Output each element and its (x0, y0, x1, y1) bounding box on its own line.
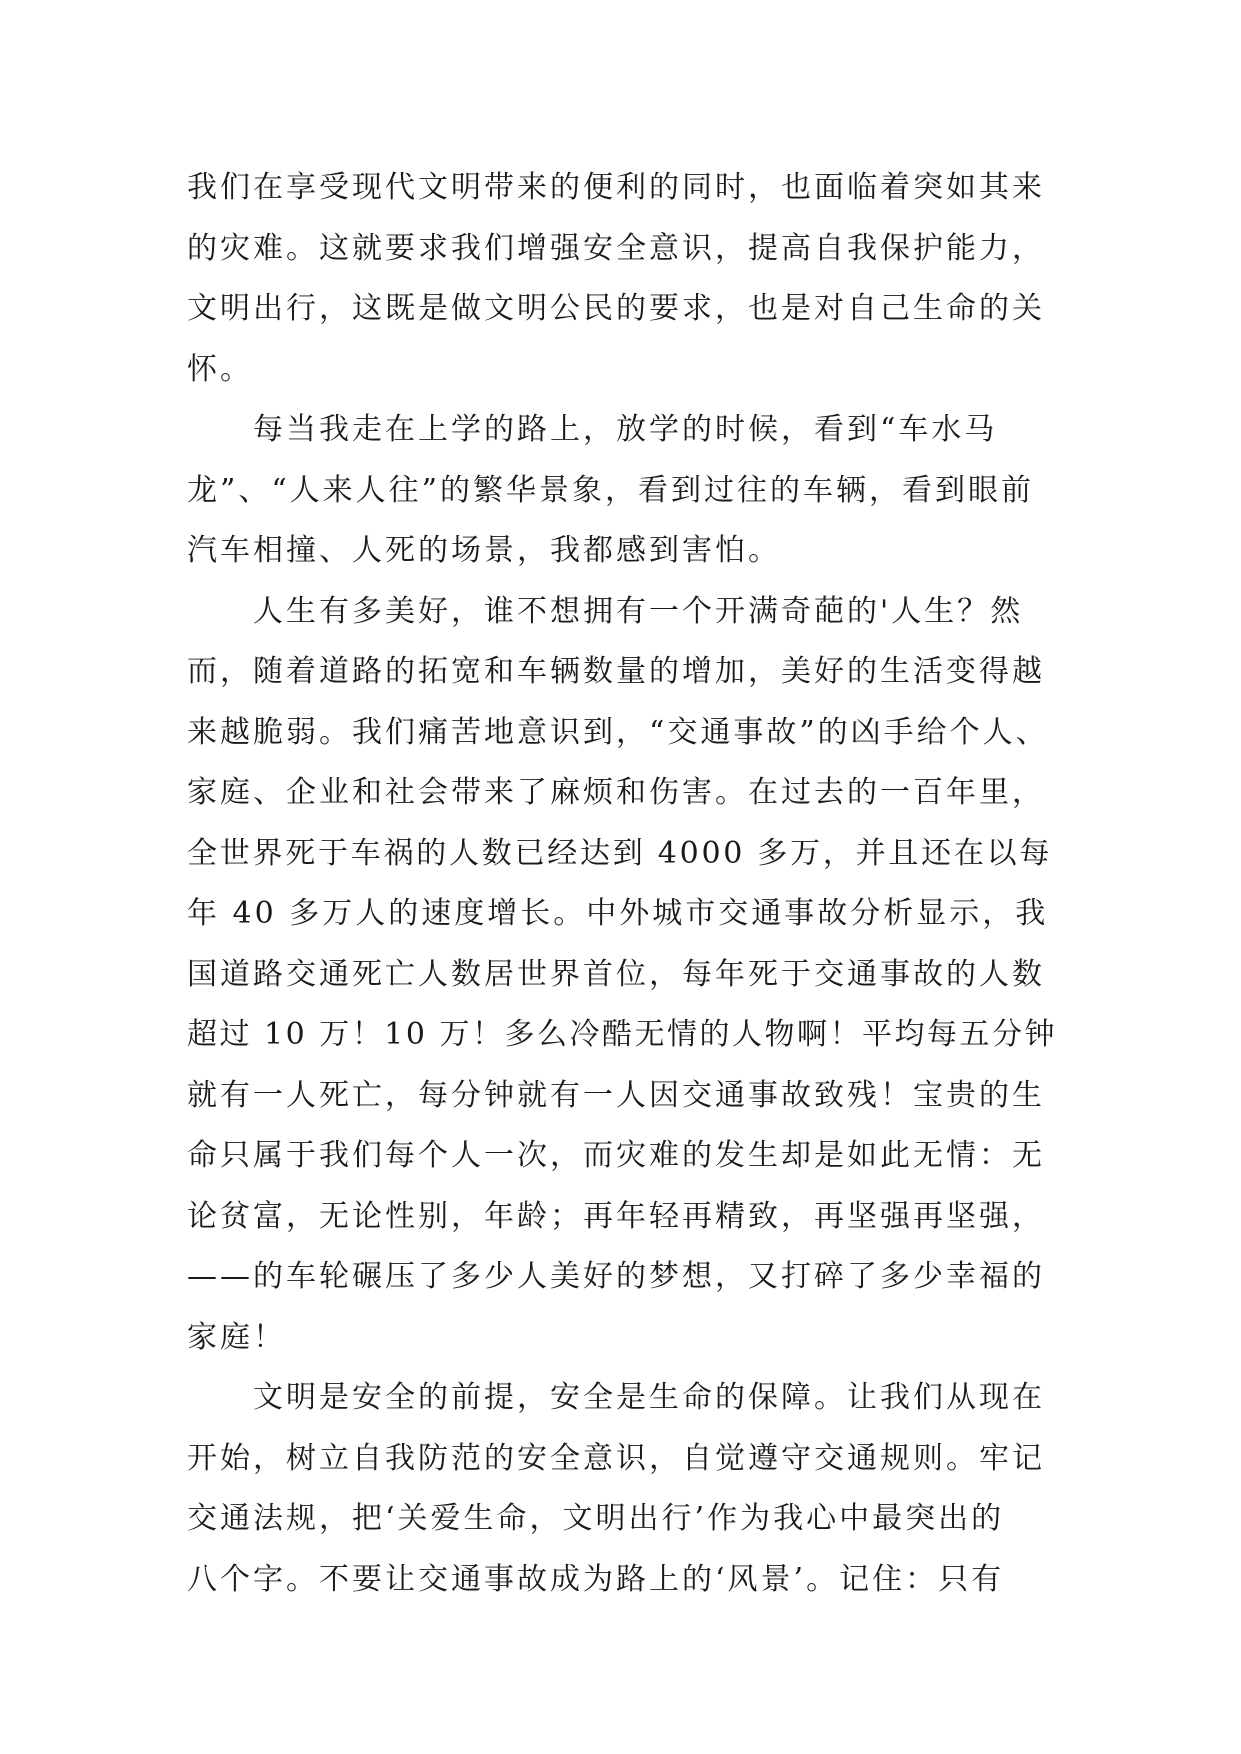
text-line: 我们在享受现代文明带来的便利的同时，也面临着突如其来 (187, 170, 1045, 205)
text-line: 的灾难。这就要求我们增强安全意识，提高自我保护能力， (187, 230, 1045, 266)
text-line: 全世界死于车祸的人数已经达到 4000 多万，并且还在以每 (187, 835, 1053, 871)
text-line: 论贫富，无论性别，年龄；再年轻再精致，再坚强再坚强， (187, 1198, 1045, 1234)
text-line: 怀。 (187, 351, 253, 387)
text-line: 而，随着道路的拓宽和车辆数量的增加，美好的生活变得越 (187, 654, 1045, 689)
text-line: 年 40 多万人的速度增长。中外城市交通事故分析显示，我 (187, 896, 1049, 931)
paragraph-first-line: 每当我走在上学的路上，放学的时候，看到“车水马 (253, 412, 998, 447)
text-line: 来越脆弱。我们痛苦地意识到，“交通事故”的凶手给个人、 (187, 714, 1049, 750)
text-line: 开始，树立自我防范的安全意识，自觉遵守交通规则。牢记 (187, 1440, 1045, 1476)
text-line: 就有一人死亡，每分钟就有一人因交通事故致残！宝贵的生 (187, 1077, 1045, 1113)
text-line: 家庭、企业和社会带来了麻烦和伤害。在过去的一百年里， (187, 775, 1045, 810)
text-line: 超过 10 万！10 万！多么冷酷无情的人物啊！平均每五分钟 (187, 1017, 1057, 1052)
text-line: 文明出行，这既是做文明公民的要求，也是对自己生命的关 (187, 291, 1045, 326)
body-text (187, 158, 1057, 1610)
text-line: 龙”、“人来人往”的繁华景象，看到过往的车辆，看到眼前 (187, 472, 1035, 508)
text-line: 交通法规，把‘关爱生命，文明出行’作为我心中最突出的 (187, 1501, 1005, 1536)
text-line: ——的车轮碾压了多少人美好的梦想，又打碎了多少幸福的 (187, 1259, 1045, 1294)
text-line: 八个字。不要让交通事故成为路上的‘风景’。记住：只有 (187, 1561, 1005, 1597)
text-line: 家庭！ (187, 1319, 286, 1355)
text-line: 命只属于我们每个人一次，而灾难的发生却是如此无情：无 (187, 1138, 1045, 1173)
text-line: 汽车相撞、人死的场景，我都感到害怕。 (187, 533, 781, 568)
text-line: 国道路交通死亡人数居世界首位，每年死于交通事故的人数 (187, 956, 1045, 992)
paragraph-first-line: 人生有多美好，谁不想拥有一个开满奇葩的'人生？然 (253, 593, 1024, 629)
paragraph-first-line: 文明是安全的前提，安全是生命的保障。让我们从现在 (253, 1380, 1045, 1415)
